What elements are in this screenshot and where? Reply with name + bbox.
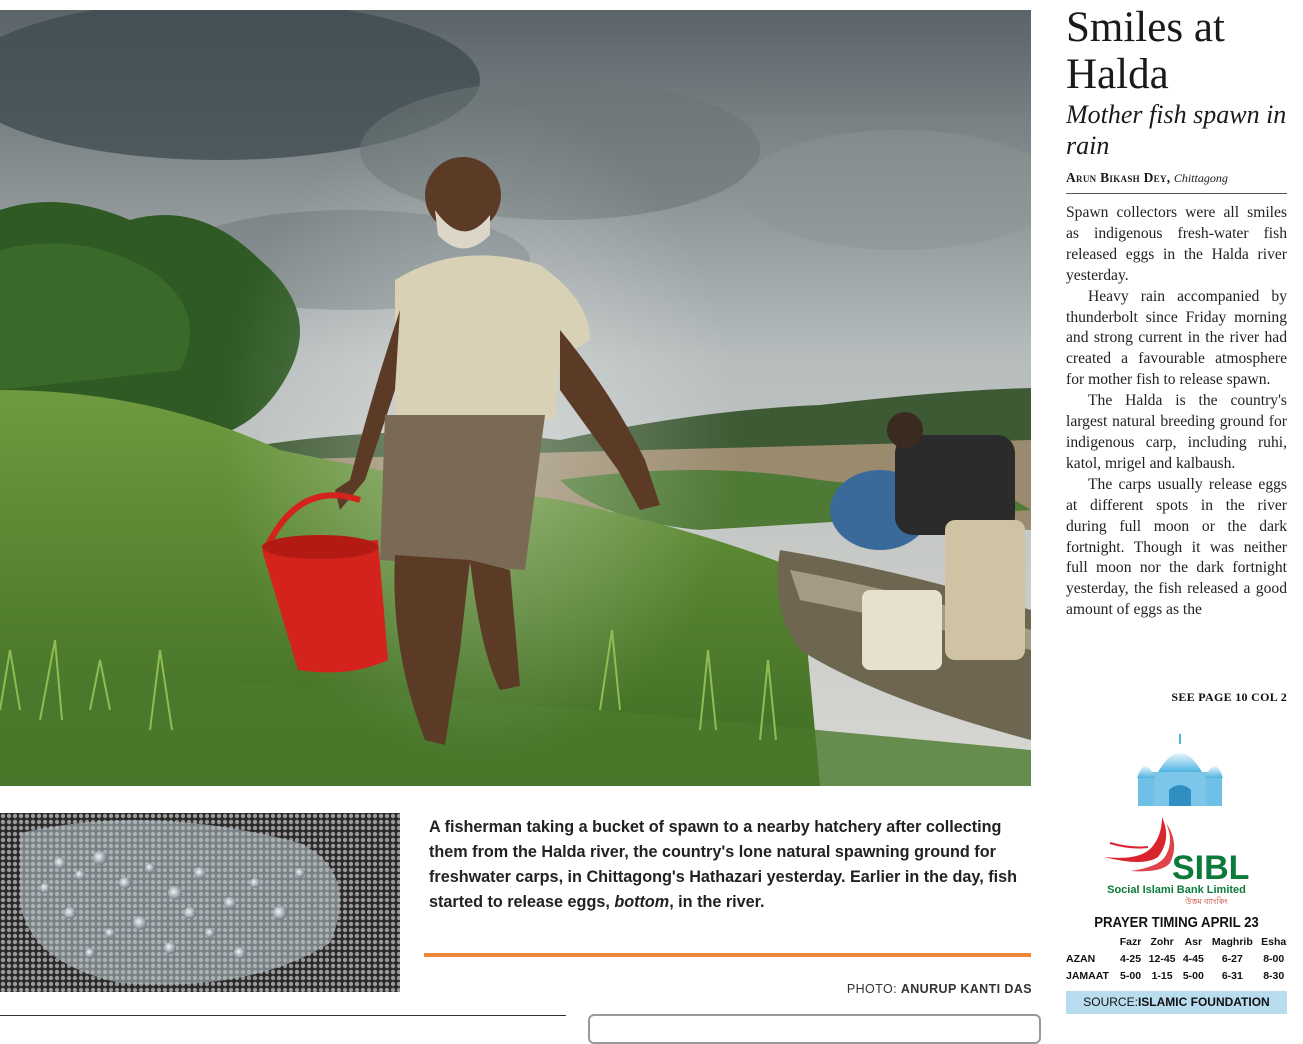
- prayer-header-blank: [1066, 934, 1116, 951]
- headline: Smiles at Halda: [1066, 4, 1225, 98]
- prayer-header-row: [1066, 934, 1290, 951]
- article-paragraph: Heavy rain accompanied by thunderbolt since Friday morning and strong current in the river had created a favourable atmosphere for mother fish to release spawn.: [1066, 287, 1287, 389]
- article-paragraph: Spawn collectors were all smiles as indigenous fresh-water fish released eggs in the Halda river yesterday.: [1066, 204, 1287, 284]
- photo-caption: [429, 815, 1029, 915]
- sibl-logo-text: SIBL: [1172, 849, 1250, 883]
- mosque-icon: [1133, 728, 1227, 808]
- source-label: SOURCE:: [1083, 995, 1138, 1009]
- prayer-time: 4-25: [1120, 953, 1142, 965]
- next-story-box: [588, 1014, 1041, 1044]
- continuation-jump[interactable]: SEE PAGE 10 COL 2: [1171, 690, 1287, 704]
- bank-tagline: উত্তম ব্যাংকিং: [1185, 897, 1228, 906]
- prayer-time: 1-15: [1151, 970, 1173, 982]
- bank-name: Social Islami Bank Limited: [1107, 884, 1246, 896]
- photo-credit: [847, 982, 1032, 996]
- prayer-row-azan: [1066, 951, 1290, 968]
- prayer-row-jamaat: [1066, 968, 1290, 985]
- byline-name: Arun Bikash Dey,: [1066, 170, 1171, 185]
- caption-divider: [424, 953, 1031, 957]
- prayer-time: 6-31: [1221, 970, 1243, 982]
- byline: [1066, 170, 1296, 186]
- prayer-row-label: JAMAAT: [1066, 970, 1109, 982]
- byline-place: Chittagong: [1173, 171, 1228, 185]
- caption-end: , in the river.: [669, 893, 765, 911]
- prayer-time: 12-45: [1148, 953, 1176, 965]
- prayer-column-header: Asr: [1184, 936, 1203, 948]
- prayer-time: 4-45: [1182, 953, 1204, 965]
- main-photo: [0, 10, 1031, 786]
- subheadline: Mother fish spawn in rain: [1066, 100, 1287, 160]
- byline-divider: [1066, 193, 1287, 194]
- credit-label: PHOTO:: [846, 982, 897, 996]
- prayer-column-header: Esha: [1261, 936, 1287, 948]
- source-box: [1066, 991, 1287, 1014]
- prayer-time: 8-30: [1263, 970, 1285, 982]
- prayer-time: 6-27: [1221, 953, 1243, 965]
- prayer-time: 5-00: [1182, 970, 1204, 982]
- caption-emphasis: bottom: [614, 893, 670, 911]
- prayer-column-header: Fazr: [1119, 936, 1142, 948]
- prayer-column-header: Zohr: [1150, 936, 1174, 948]
- credit-name: ANURUP KANTI DAS: [900, 982, 1032, 996]
- prayer-time: 5-00: [1120, 970, 1142, 982]
- page-divider: [0, 1015, 566, 1016]
- prayer-timing-table: [1066, 934, 1290, 985]
- sibl-logo: [1100, 813, 1260, 883]
- prayer-column-header: Maghrib: [1211, 936, 1253, 948]
- spawn-eggs-photo: [0, 813, 400, 992]
- source-name: ISLAMIC FOUNDATION: [1137, 995, 1270, 1009]
- article-paragraph: The carps usually release eggs at different spots in the river during full moon or the dark fortnight. Though it was neither full moon nor the dark fortnight yesterday, the fish released a good amount of eggs as the: [1066, 475, 1287, 619]
- caption-main: A fisherman taking a bucket of spawn to a nearby hatchery after collecting them from the Halda river, the country's lone natural spawning ground for freshwater carps, in Chittagong's Hathazari yesterday. Earlier in the day, fish started to release eggs,: [429, 818, 1017, 911]
- article-paragraph: The Halda is the country's largest natural breeding ground for indigenous carp, including ruhi, katol, mrigel and kalbaush.: [1066, 392, 1287, 472]
- article-body: [1066, 203, 1287, 687]
- prayer-timing-title: PRAYER TIMING APRIL 23: [1094, 914, 1259, 931]
- prayer-time: 8-00: [1263, 953, 1285, 965]
- prayer-row-label: AZAN: [1066, 953, 1096, 965]
